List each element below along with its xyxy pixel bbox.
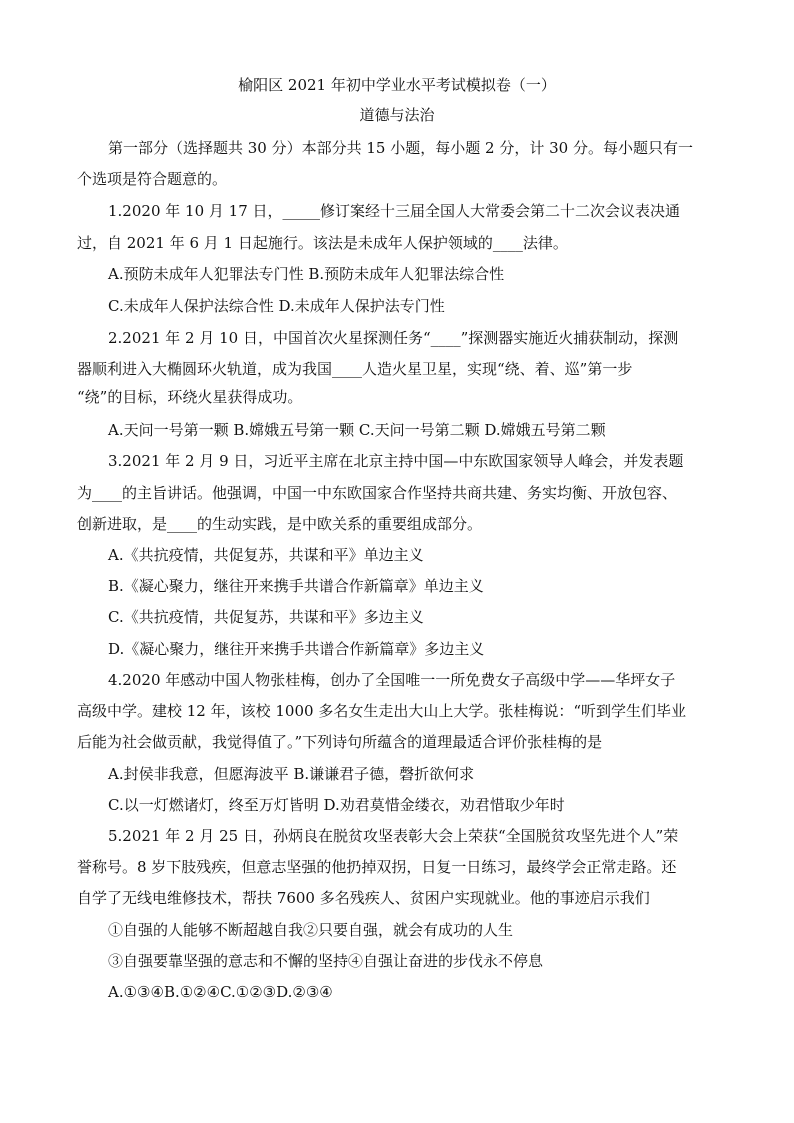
question-3-options: C.《共抗疫情，共促复苏，共谋和平》多边主义 <box>108 608 424 626</box>
exam-title: 榆阳区 2021 年初中学业水平考试模拟卷（一） <box>238 76 556 94</box>
question-3-stem: 3.2021 年 2 月 9 日，习近平主席在北京主持中国—中东欧国家领导人峰会，并发表题 <box>108 452 684 470</box>
question-1-options: C.未成年人保护法综合性 D.未成年人保护法专门性 <box>108 297 445 315</box>
question-2-stem: “绕”的目标，环绕火星获得成功。 <box>77 388 303 406</box>
question-5-stem: 自学了无线电维修技术，帮扶 7600 多名残疾人、贫困户实现就业。他的事迹启示我们 <box>77 889 650 907</box>
question-3-stem: 创新进取，是____的生动实践，是中欧关系的重要组成部分。 <box>77 515 483 533</box>
question-5-stem: 5.2021 年 2 月 25 日，孙炳良在脱贫攻坚表彰大会上荣获“全国脱贫攻坚先进个人”荣 <box>108 827 679 845</box>
question-1-stem: 过，自 2021 年 6 月 1 日起施行。该法是未成年人保护领域的____法律。 <box>77 234 568 252</box>
question-4-stem: 高级中学。建校 12 年，该校 1000 多名女生走出大山上大学。张桂梅说：“听到学生们毕业 <box>77 702 687 720</box>
question-5-stem: 誉称号。8 岁下肢残疾，但意志坚强的他扔掉双拐，日复一日练习，最终学会正常走路。还 <box>77 858 677 876</box>
question-5-statements: ③自强要靠坚强的意志和不懈的坚持④自强让奋进的步伐永不停息 <box>108 952 544 970</box>
question-4-stem: 4.2020 年感动中国人物张桂梅，创办了全国唯一一所免费女子高级中学——华坪女子 <box>108 671 676 689</box>
question-5-statements: ①自强的人能够不断超越自我②只要自强，就会有成功的人生 <box>108 921 514 939</box>
question-5-options: A.①③④B.①②④C.①②③D.②③④ <box>108 983 333 1001</box>
question-2-options: A.天问一号第一颗 B.嫦娥五号第一颗 C.天问一号第二颗 D.嫦娥五号第二颗 <box>108 421 606 439</box>
question-1-stem: 1.2020 年 10 月 17 日，_____修订案经十三届全国人大常委会第二十二次会议表决通 <box>108 202 681 220</box>
question-3-stem: 为____的主旨讲话。他强调，中国一中东欧国家合作坚持共商共建、务实均衡、开放包容、 <box>77 484 678 502</box>
question-2-stem: 器顺利进入大椭圆环火轨道，成为我国____人造火星卫星，实现“绕、着、巡”第一步 <box>77 360 633 378</box>
question-3-options: B.《凝心聚力，继往开来携手共谱合作新篇章》单边主义 <box>108 577 484 595</box>
question-4-options: A.封侯非我意，但愿海波平 B.谦谦君子德，磬折欲何求 <box>108 765 475 783</box>
part1-intro-line: 个选项是符合题意的。 <box>77 170 228 188</box>
question-3-options: A.《共抗疫情，共促复苏，共谋和平》单边主义 <box>108 546 424 564</box>
question-2-stem: 2.2021 年 2 月 10 日，中国首次火星探测任务“____”探测器实施近火捕获制动，探测 <box>108 329 679 347</box>
question-4-options: C.以一灯燃诸灯，终至万灯皆明 D.劝君莫惜金缕衣，劝君惜取少年时 <box>108 796 565 814</box>
part1-intro-line: 第一部分（选择题共 30 分）本部分共 15 小题，每小题 2 分，计 30 分。每小题只有一 <box>108 139 693 157</box>
question-4-stem: 后能为社会做贡献，我觉得值了。”下列诗句所蕴含的道理最适合评价张桂梅的是 <box>77 733 603 751</box>
question-3-options: D.《凝心聚力，继往开来携手共谱合作新篇章》多边主义 <box>108 640 485 658</box>
question-1-options: A.预防未成年人犯罪法专门性 B.预防未成年人犯罪法综合性 <box>108 265 505 283</box>
exam-subject: 道德与法治 <box>359 106 435 124</box>
